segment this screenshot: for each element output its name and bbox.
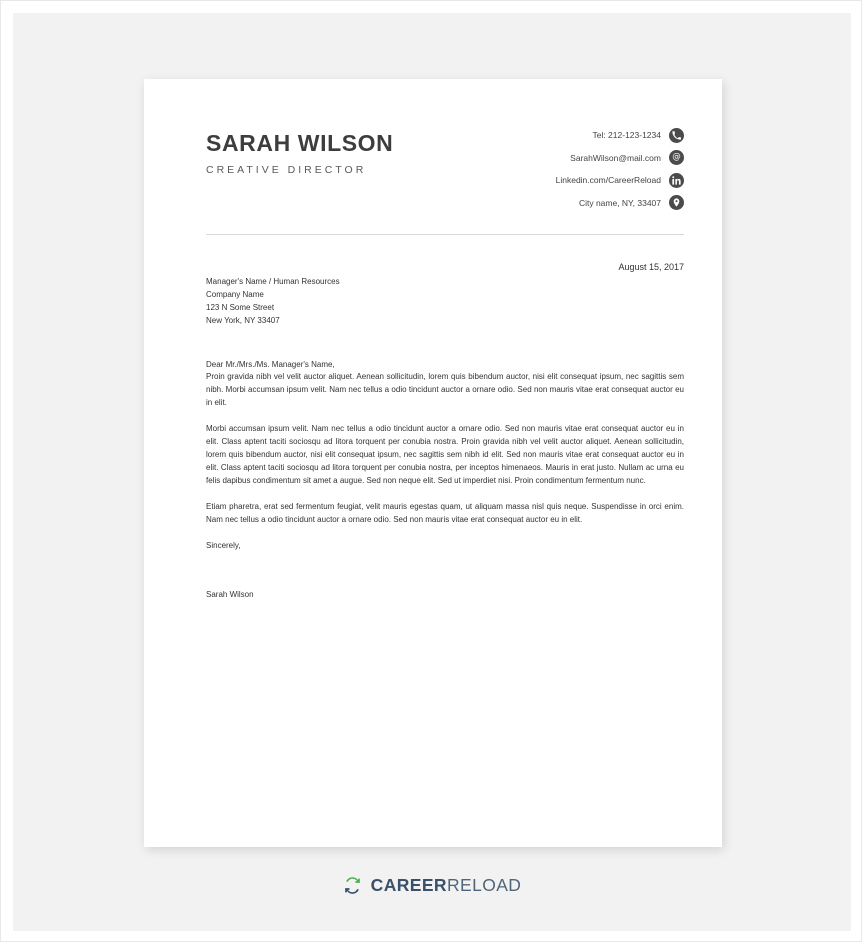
email-at-icon: @	[669, 150, 684, 165]
letter-paragraph-3: Etiam pharetra, erat sed fermentum feugiat, velit mauris egestas quam, ut aliquam massa nisl quis neque. Suspendisse in orci enim. Nam nec tellus a odio tincidunt auctor a ornare odio. Sed non mauris vitae erat consequat auctor eu in elit.	[206, 501, 684, 524]
letter-paragraph-1: Proin gravida nibh vel velit auctor aliquet. Aenean sollicitudin, lorem quis bibendum auctor, nisi elit consequat ipsum, nec sagittis sem nibh. Morbi accumsan ipsum velit. Nam nec tellus a odio tincidunt auctor a ornare odio. Sed non mauris vitae erat consequat auctor eu in elit.	[206, 372, 684, 407]
contact-row-phone	[404, 127, 684, 143]
header-divider	[206, 234, 684, 235]
contact-row-linkedin	[404, 172, 684, 188]
recipient-address-block	[206, 276, 340, 328]
letter-signature: Sarah Wilson	[206, 589, 254, 599]
contact-row-location	[404, 195, 684, 211]
contact-list	[404, 127, 684, 217]
brand-name	[371, 875, 522, 896]
letter-date: August 15, 2017	[618, 262, 684, 272]
document-preview-canvas	[13, 13, 851, 931]
contact-row-email	[404, 150, 684, 166]
contact-email-text: SarahWilson@mail.com	[570, 152, 661, 163]
brand-name-bold: CAREER	[370, 875, 447, 895]
cover-letter-sheet	[144, 79, 722, 847]
recipient-line-3: 123 N Some Street	[206, 302, 275, 312]
contact-linkedin-text: Linkedin.com/CareerReload	[555, 175, 661, 185]
recipient-line-1: Manager's Name / Human Resources	[206, 277, 340, 286]
linkedin-icon	[669, 173, 684, 188]
recipient-line-2: Company Name	[206, 289, 264, 299]
letter-salutation: Dear Mr./Mrs./Ms. Manager's Name,	[206, 360, 335, 369]
letter-body	[206, 360, 684, 599]
brand-footer	[13, 875, 851, 896]
refresh-arrows-icon	[343, 876, 362, 895]
recipient-line-4: New York, NY 33407	[206, 315, 280, 325]
letter-paragraph-2: Morbi accumsan ipsum velit. Nam nec tellus a odio tincidunt auctor a ornare odio. Sed non mauris vitae erat consequat auctor eu in elit. Class aptent taciti sociosqu ad litora torquent per conubia nostra. Proin gravida nibh vel velit auctor aliquet. Aenean sollicitudin, lorem quis bibendum auctor, nisi elit consequat ipsum, nec sagittis sem nibh id elit. Sed non mauris vitae erat consequat auctor eu in elit. Class aptent taciti sociosqu ad litora torquent per conubia nostra, per inceptos himenaeos. Mauris in erat justo. Nullam ac urna eu felis dapibus condimentum sit amet a augue. Sed non neque elit. Sed ut imperdiet nisi. Proin condimentum fermentum nunc.	[206, 423, 684, 485]
brand-name-light: RELOAD	[446, 875, 522, 895]
location-pin-icon	[669, 195, 684, 210]
contact-location-text: City name, NY, 33407	[578, 197, 661, 208]
letter-closing: Sincerely,	[206, 540, 241, 550]
contact-phone-text: Tel: 212-123-1234	[592, 130, 661, 140]
phone-icon	[669, 128, 684, 143]
applicant-job-title: CREATIVE DIRECTOR	[206, 164, 367, 177]
applicant-name: SARAH WILSON	[206, 130, 394, 156]
